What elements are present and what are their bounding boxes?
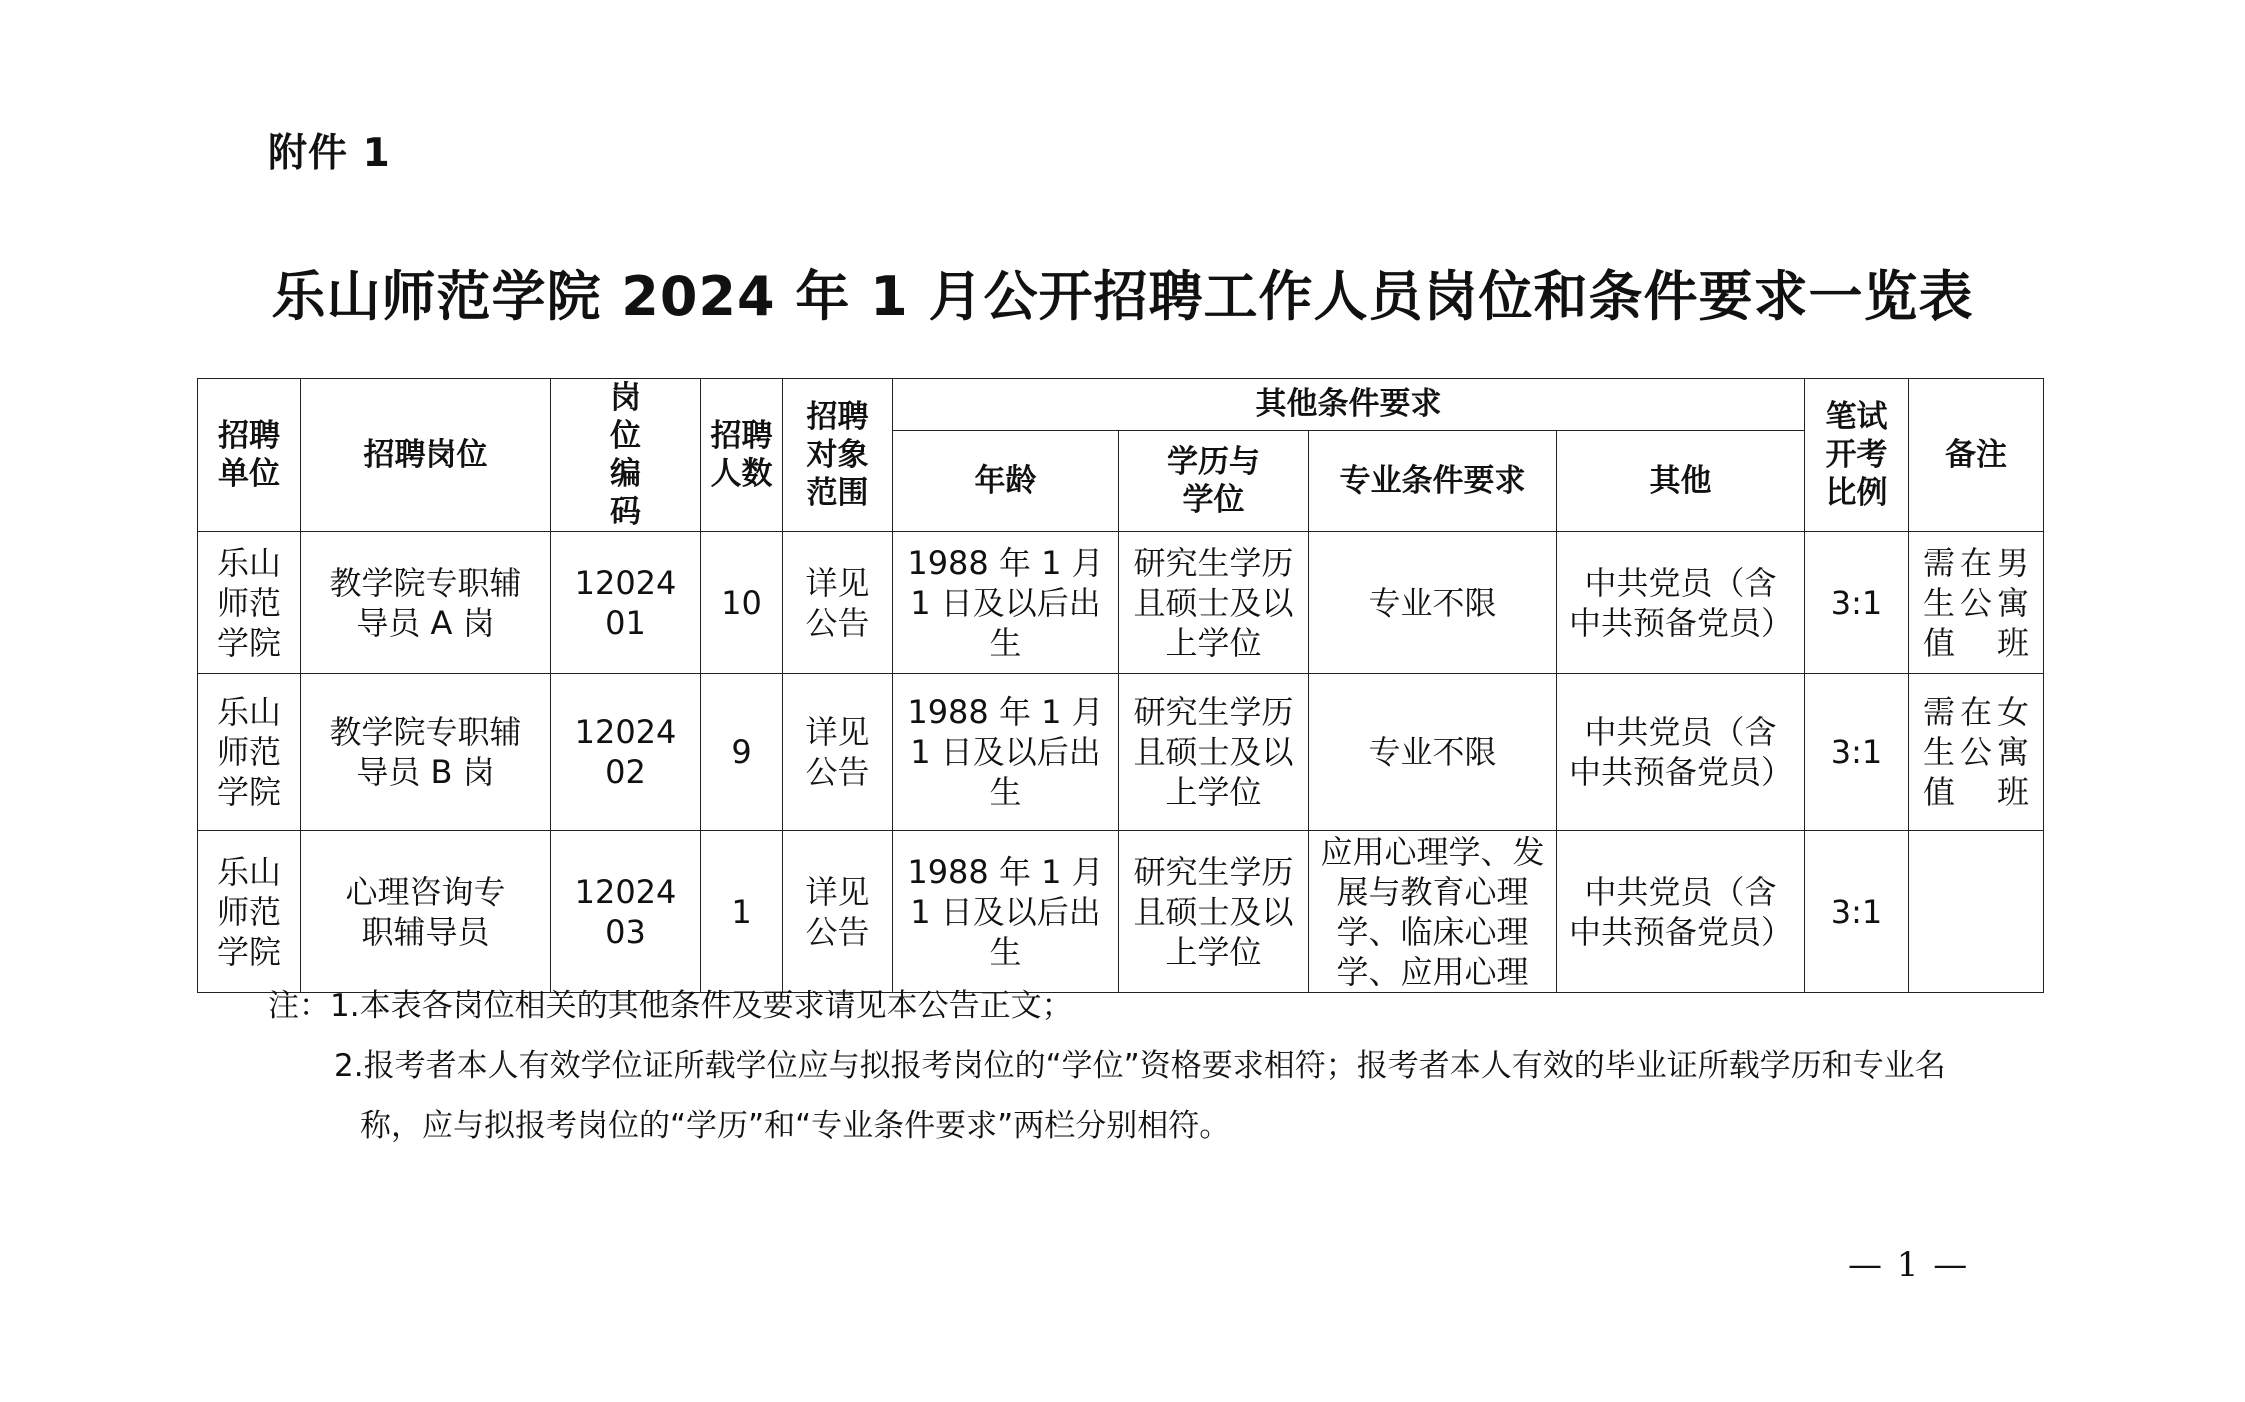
cell-other: 中共党员（含中共预备党员） — [1557, 674, 1805, 831]
note-2: 2.报考者本人有效学位证所载学位应与拟报考岗位的“学位”资格要求相符；报考者本人有效的毕业证所载学历和专业名称，应与拟报考岗位的“学历”和“专业条件要求”两栏分别相符。 — [334, 1048, 1946, 1144]
header-education: 学历与学位 — [1119, 430, 1309, 531]
header-unit: 招聘单位 — [198, 379, 301, 532]
header-position: 招聘岗位 — [301, 379, 551, 532]
note-1: 注：1.本表各岗位相关的其他条件及要求请见本公告正文； — [268, 988, 1073, 1024]
header-other-conditions: 其他条件要求 — [893, 379, 1805, 431]
cell-position: 心理咨询专职辅导员 — [301, 831, 551, 993]
cell-position: 教学院专职辅导员 A 岗 — [301, 532, 551, 674]
cell-education: 研究生学历且硕士及以上学位 — [1119, 674, 1309, 831]
header-count: 招聘人数 — [701, 379, 783, 532]
table-row — [198, 532, 2044, 674]
cell-exam-ratio: 3:1 — [1805, 831, 1909, 993]
table-notes — [268, 976, 1988, 1156]
cell-age: 1988 年 1 月 1 日及以后出生 — [893, 831, 1119, 993]
cell-code: 1202401 — [551, 532, 701, 674]
cell-count: 1 — [701, 831, 783, 993]
cell-code: 1202402 — [551, 674, 701, 831]
cell-count: 9 — [701, 674, 783, 831]
header-major: 专业条件要求 — [1309, 430, 1557, 531]
cell-education: 研究生学历且硕士及以上学位 — [1119, 831, 1309, 993]
cell-position: 教学院专职辅导员 B 岗 — [301, 674, 551, 831]
table-row — [198, 831, 2044, 993]
cell-major: 专业不限 — [1309, 674, 1557, 831]
cell-age: 1988 年 1 月 1 日及以后出生 — [893, 532, 1119, 674]
cell-count: 10 — [701, 532, 783, 674]
cell-major: 专业不限 — [1309, 532, 1557, 674]
cell-major: 应用心理学、发展与教育心理学、临床心理学、应用心理 — [1309, 831, 1557, 993]
header-scope: 招聘对象范围 — [783, 379, 893, 532]
cell-exam-ratio: 3:1 — [1805, 674, 1909, 831]
cell-exam-ratio: 3:1 — [1805, 532, 1909, 674]
cell-remarks — [1909, 831, 2044, 993]
table-row — [198, 674, 2044, 831]
header-code: 岗位编码 — [551, 379, 701, 532]
cell-code: 1202403 — [551, 831, 701, 993]
header-exam-ratio: 笔试开考比例 — [1805, 379, 1909, 532]
recruitment-table — [197, 378, 2044, 993]
cell-remarks: 需在男生公寓值班 — [1909, 532, 2044, 674]
cell-remarks: 需在女生公寓值班 — [1909, 674, 2044, 831]
table-header-row — [198, 379, 2044, 431]
document-title: 乐山师范学院 2024 年 1 月公开招聘工作人员岗位和条件要求一览表 — [271, 265, 1974, 328]
attachment-label: 附件 1 — [268, 131, 391, 176]
cell-education: 研究生学历且硕士及以上学位 — [1119, 532, 1309, 674]
cell-scope: 详见公告 — [783, 831, 893, 993]
cell-unit: 乐山师范学院 — [198, 674, 301, 831]
header-other: 其他 — [1557, 430, 1805, 531]
header-age: 年龄 — [893, 430, 1119, 531]
cell-scope: 详见公告 — [783, 532, 893, 674]
cell-other: 中共党员（含中共预备党员） — [1557, 831, 1805, 993]
header-remarks: 备注 — [1909, 379, 2044, 532]
cell-unit: 乐山师范学院 — [198, 532, 301, 674]
cell-other: 中共党员（含中共预备党员） — [1557, 532, 1805, 674]
cell-scope: 详见公告 — [783, 674, 893, 831]
cell-age: 1988 年 1 月 1 日及以后出生 — [893, 674, 1119, 831]
cell-unit: 乐山师范学院 — [198, 831, 301, 993]
page-number: — 1 — — [1848, 1245, 1970, 1285]
